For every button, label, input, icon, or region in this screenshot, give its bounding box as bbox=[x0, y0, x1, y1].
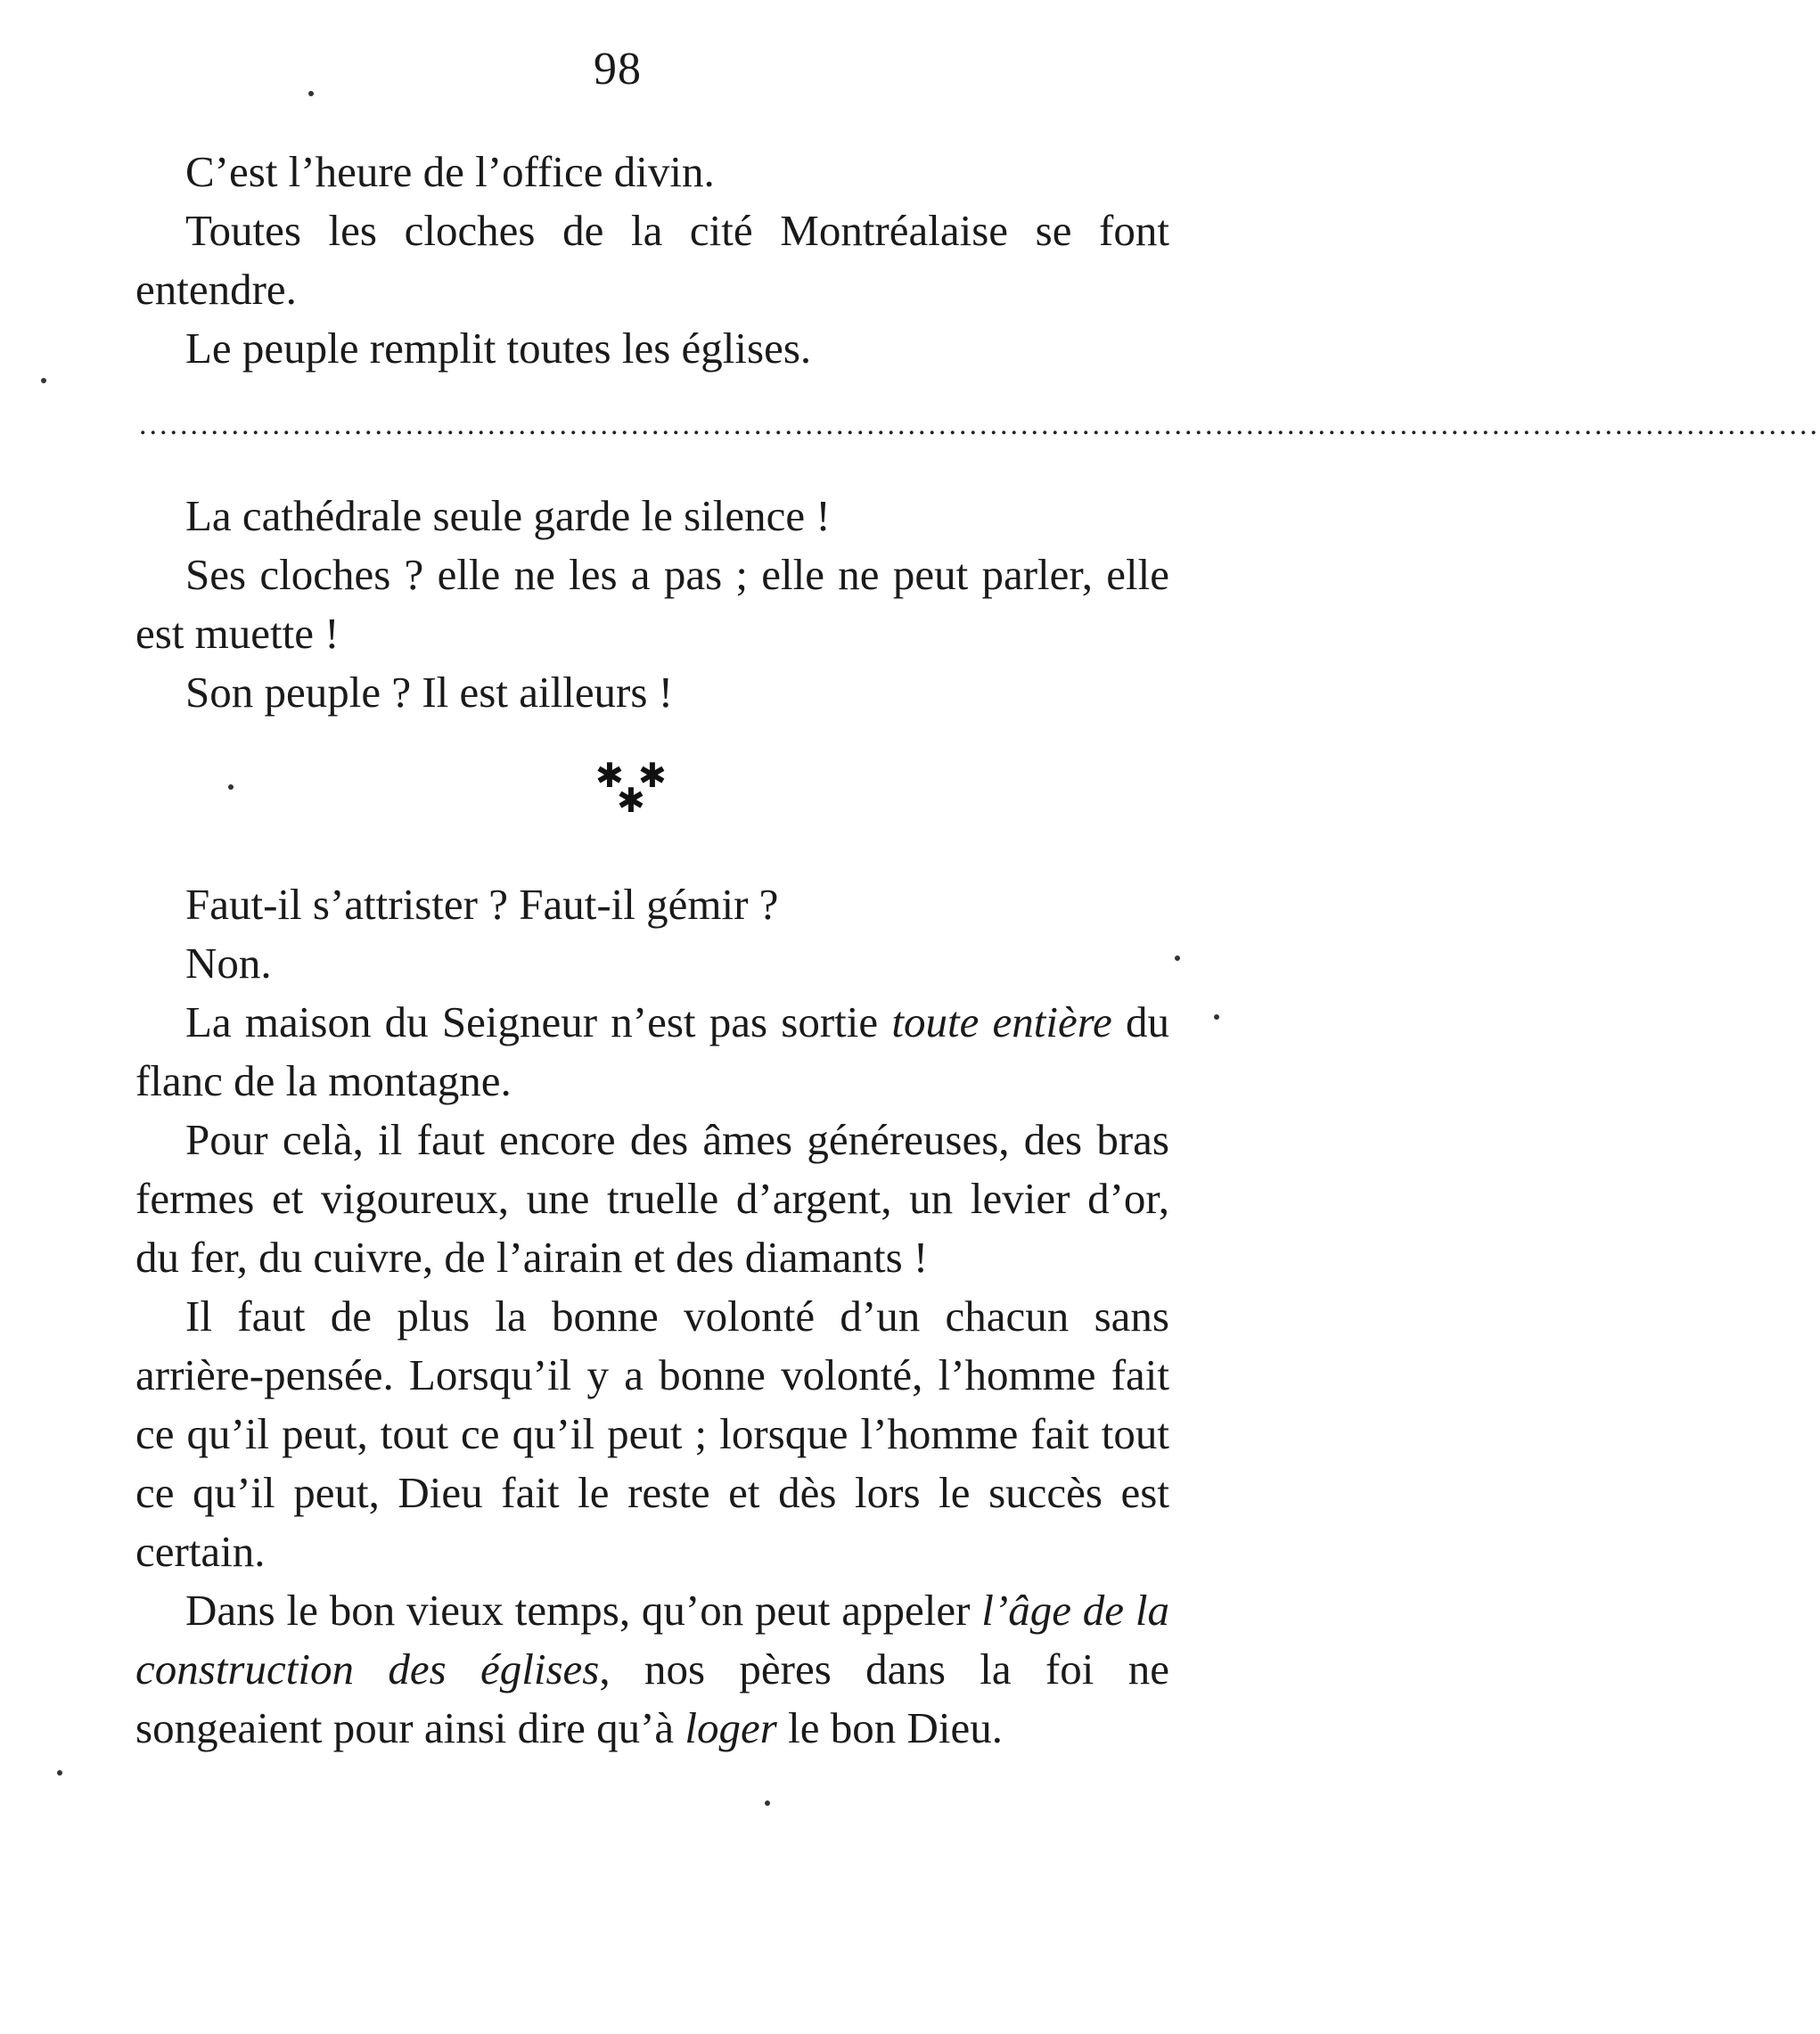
paragraph: Il faut de plus la bonne volonté d’un chacun sans arrière-pensée. Lorsqu’il y a bonne volonté, l’homme fait ce qu’il peut, tout ce qu’il peut ; lorsque l’homme fait tout ce qu’il peut, Dieu fait le reste et dès lors le succès est certain. bbox=[135, 1292, 1169, 1576]
paragraph: Non. bbox=[185, 939, 272, 988]
paragraph: Toutes les cloches de la cité Montréalaise se font entendre. bbox=[135, 206, 1169, 314]
paragraph: Ses cloches ? elle ne les a pas ; elle ne peut parler, elle est muette ! bbox=[135, 550, 1169, 658]
print-speck bbox=[765, 1800, 770, 1806]
paragraph: Le peuple remplit toutes les églises. bbox=[185, 324, 812, 373]
print-speck bbox=[57, 1770, 62, 1776]
dotted-separator: .................................................................................................................................................................... bbox=[139, 408, 1820, 441]
text-section-1 bbox=[135, 143, 1169, 378]
print-speck bbox=[228, 784, 234, 790]
paragraph: C’est l’heure de l’office divin. bbox=[185, 147, 715, 196]
italic-text: toute entière bbox=[891, 997, 1112, 1046]
paragraph: Son peuple ? Il est ailleurs ! bbox=[185, 668, 674, 717]
text-section-2 bbox=[135, 487, 1169, 722]
paragraph: Pour celà, il faut encore des âmes généreuses, des bras fermes et vigoureux, une truelle d’argent, un levier d’or, du fer, du cuivre, de l’airain et des diamants ! bbox=[135, 1115, 1169, 1282]
italic-text: loger bbox=[685, 1703, 777, 1752]
print-speck bbox=[308, 91, 314, 96]
print-speck bbox=[1214, 1014, 1219, 1020]
print-speck bbox=[41, 378, 46, 383]
paragraph bbox=[135, 1581, 1169, 1758]
page-number: 98 bbox=[594, 44, 642, 94]
asterism-separator bbox=[588, 756, 695, 836]
text-run: , nos pères dans la foi ne songeaient pour ainsi dire qu’à bbox=[135, 1644, 1170, 1752]
text-section-3 bbox=[135, 875, 1169, 1758]
text-run: du flanc de la montagne. bbox=[135, 997, 1169, 1105]
asterisk-icon: ✱ bbox=[638, 756, 667, 795]
text-run: le bon Dieu. bbox=[776, 1703, 1003, 1752]
paragraph bbox=[135, 993, 1169, 1111]
paragraph: Faut-il s’attrister ? Faut-il gémir ? bbox=[185, 880, 779, 929]
asterisk-icon: ✱ bbox=[617, 781, 645, 820]
text-run: Dans le bon vieux temps, qu’on peut appeler bbox=[185, 1586, 982, 1635]
text-run: La maison du Seigneur n’est pas sortie bbox=[185, 997, 892, 1046]
paragraph: La cathédrale seule garde le silence ! bbox=[185, 491, 831, 540]
asterisk-icon: ✱ bbox=[595, 756, 624, 795]
italic-text: l’âge de la construction des églises bbox=[135, 1586, 1169, 1694]
print-speck bbox=[1175, 955, 1180, 961]
